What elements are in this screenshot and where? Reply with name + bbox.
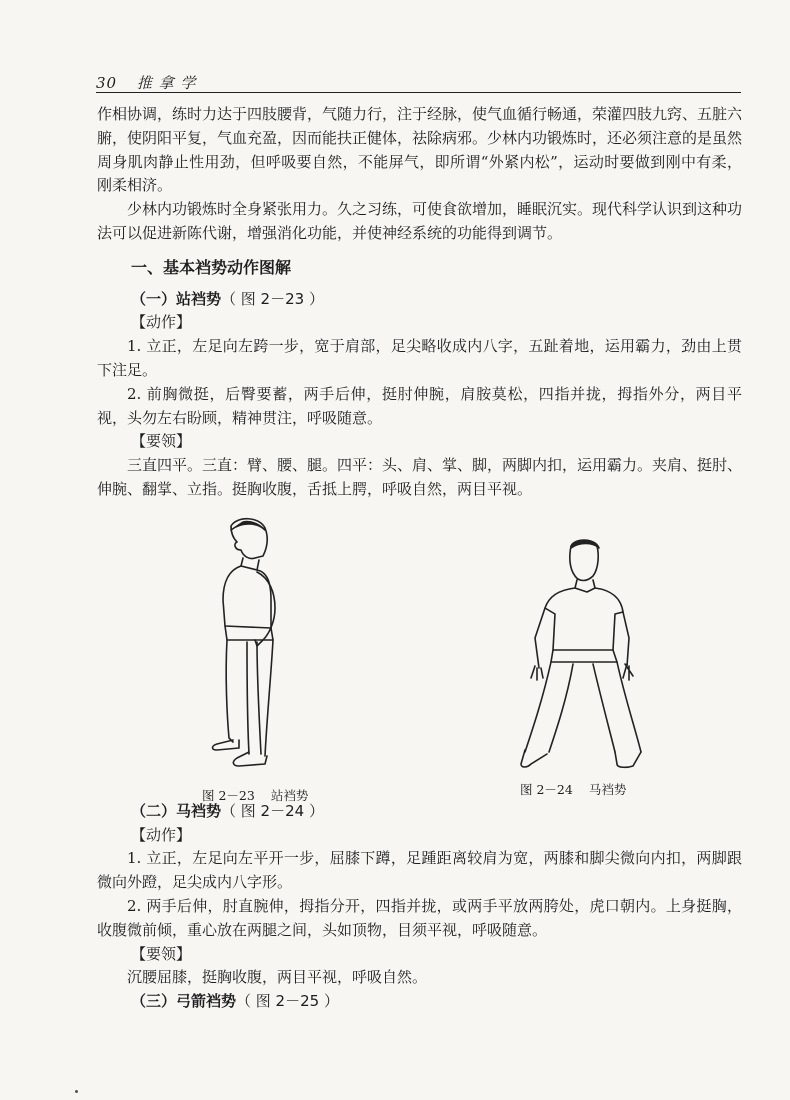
action-step-2: 2. 前胸微挺，后臀要蓄，两手后伸，挺肘伸腕，肩胺莫松，四指并拢，拇指外分，两目平视，头勿左右盼顾，精神贯注，呼吸随意。	[97, 384, 742, 427]
figure-caption-2-24	[520, 778, 626, 802]
key-text: 三直四平。三直：臂、腰、腿。四平：头、肩、掌、脚，两脚内扣，运用霸力。夹肩、挺肘、伸腕、翻掌、立指。挺胸收腹，舌抵上腭，呼吸自然，两目平视。	[97, 456, 743, 498]
subsection-title: （二）马裆势	[131, 801, 222, 820]
page-body	[97, 103, 742, 1014]
subsection-heading-2	[97, 800, 742, 824]
key-label: 【要领】	[131, 432, 192, 451]
key-label: 【要领】	[131, 944, 192, 963]
action-step-1: 1. 立正，左足向左平开一步，屈膝下蹲，足踵距离较肩为宽，两膝和脚尖微向内扣，两脚跟微向外蹬，足尖成内八字形。	[97, 849, 742, 892]
key-text: 沉腰屈膝，挺胸收腹，两目平视，呼吸自然。	[127, 968, 428, 987]
figure-number: 图 2－23	[202, 787, 255, 803]
figure-number: 图 2－24	[520, 781, 573, 797]
figures-area	[97, 508, 742, 803]
figure-ref: （ 图 2－25 ）	[236, 992, 339, 1011]
action-step-1: 1. 立正，左足向左跨一步，宽于肩部，足尖略收成内八字，五趾着地，运用霸力，劲由上贯下注足。	[97, 337, 742, 379]
page-speck	[75, 1090, 78, 1093]
intro-paragraph-2: 少林内功锻炼时全身紧张用力。久之习练，可使食欲增加，睡眠沉实。现代科学认识到这种功法可以促进新陈代谢，增强消化功能，并使神经系统的功能得到调节。	[97, 200, 743, 242]
book-title: 推 拿 学	[136, 74, 197, 92]
running-header	[96, 72, 196, 93]
subsection-heading-3	[97, 990, 742, 1014]
figure-title: 站裆势	[270, 787, 309, 803]
subsection-title: （一）站裆势	[131, 289, 222, 308]
standing-stance-illustration	[197, 516, 287, 776]
header-rule	[96, 92, 741, 93]
figure-caption-2-23	[202, 784, 308, 808]
subsection-title: （三）弓箭裆势	[131, 992, 237, 1011]
figure-ref: （ 图 2－24 ）	[221, 801, 324, 820]
action-label: 【动作】	[131, 313, 192, 332]
action-label: 【动作】	[131, 825, 192, 844]
section-heading: 一、基本裆势动作图解	[131, 257, 292, 277]
subsection-heading-1	[97, 288, 742, 312]
figure-ref: （ 图 2－23 ）	[221, 289, 324, 308]
action-step-2: 2. 两手后伸，肘直腕伸，拇指分开，四指并拢，或两手平放两胯处，虎口朝内。上身挺胸，收腹微前倾，重心放在两腿之间，头如顶物，目须平视，呼吸随意。	[97, 896, 742, 939]
figure-title: 马裆势	[588, 781, 627, 797]
horse-stance-illustration	[517, 538, 647, 773]
page-number: 30	[96, 74, 118, 92]
intro-paragraph-1: 作相协调，练时力达于四肢腰背，气随力行，注于经脉，使气血循行畅通，荣灌四肢九窍、五脏六腑，使阴阳平复，气血充盈，因而能扶正健体，祛除病邪。少林内功锻炼时，还必须注意的是虽然周身肌肉静止性用劲，但呼吸要自然，不能屏气，即所谓“外紧内松”，运动时要做到刚中有柔，刚柔相济。	[97, 105, 743, 195]
